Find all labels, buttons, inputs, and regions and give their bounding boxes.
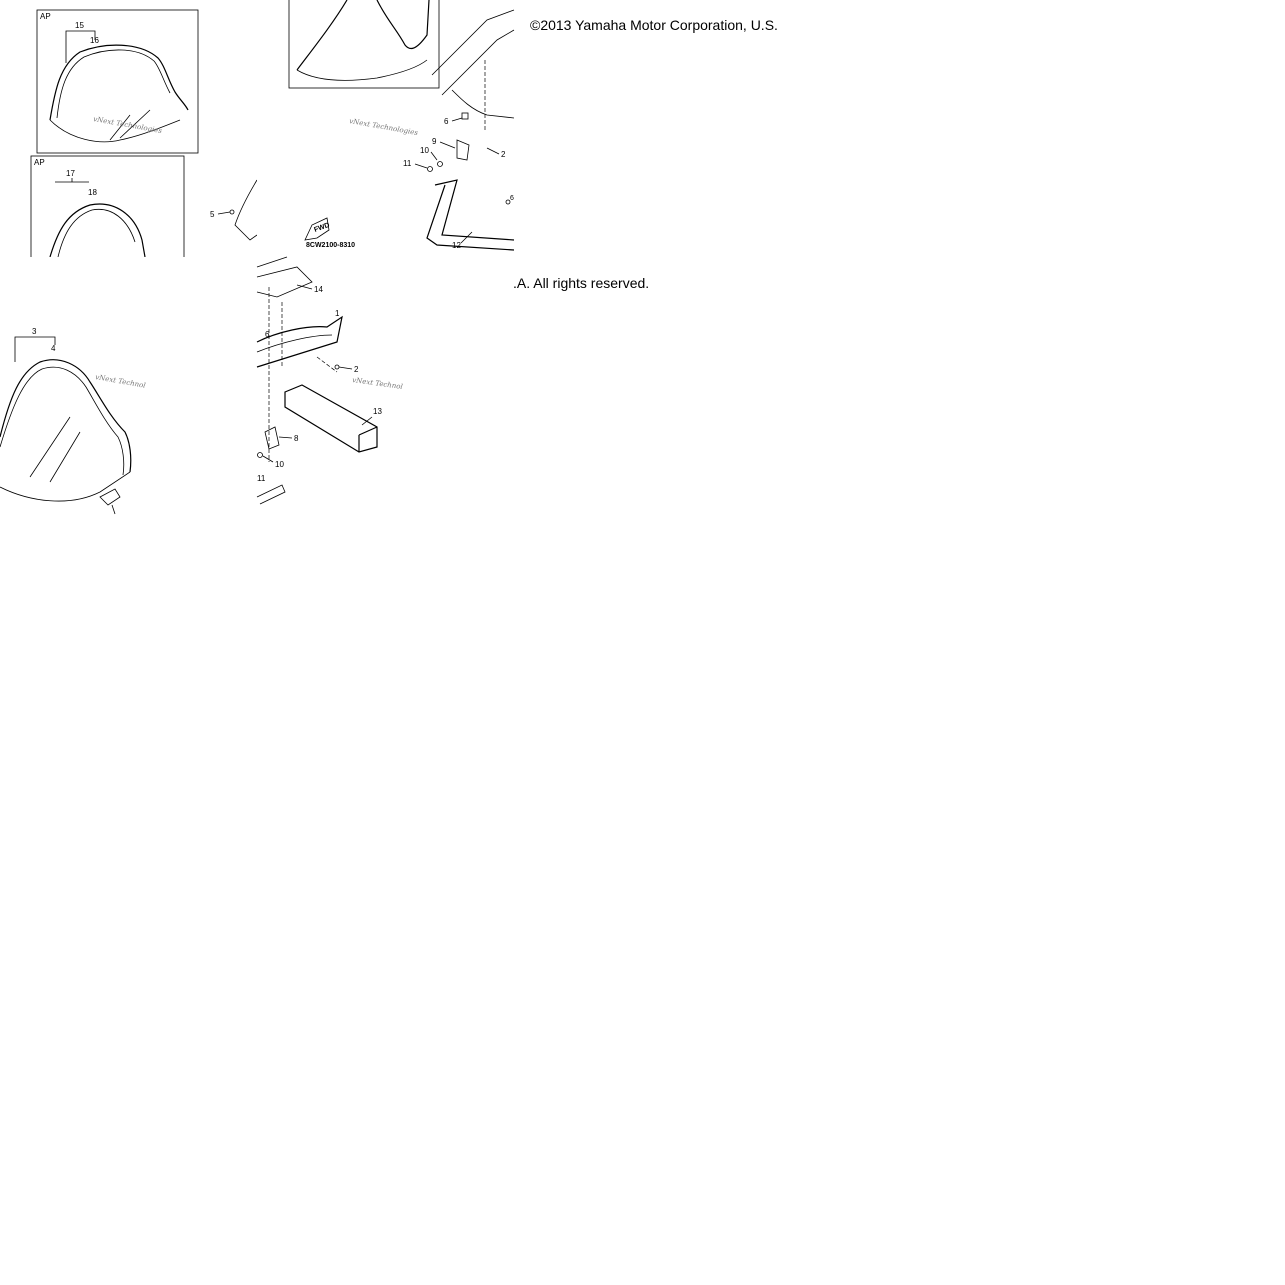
callout-14: 14 <box>314 285 323 294</box>
watermark-a1: vNext Technologies <box>92 115 163 136</box>
ap-box-lower-label: AP <box>34 158 45 167</box>
callout-11b: 11 <box>257 474 266 483</box>
windshield-lower-outline <box>50 204 145 257</box>
callout-2: 2 <box>501 150 506 159</box>
leader-9 <box>440 142 455 148</box>
cowl-edge <box>235 180 257 240</box>
cowl-frame <box>432 10 514 95</box>
frame-main <box>257 317 342 367</box>
callout-2b: 2 <box>354 365 359 374</box>
ap-box-partial <box>289 0 439 88</box>
washer-10 <box>438 162 443 167</box>
windshield-bottom <box>0 472 130 501</box>
bracket-9 <box>457 140 469 160</box>
callout-6b: 6 <box>510 195 514 202</box>
ap-options-drawing <box>0 0 257 257</box>
fwd-label: FWD <box>313 221 331 234</box>
callout-8: 8 <box>294 434 299 443</box>
panel-14 <box>257 257 312 297</box>
bar-12 <box>427 180 514 250</box>
ap-box-upper-label: AP <box>40 12 51 21</box>
diagram-tile-brackets <box>257 0 514 257</box>
windshield-shading <box>30 417 80 482</box>
leader-bottom <box>112 505 115 514</box>
diagram-tile-windshield <box>0 257 257 514</box>
washer-10b <box>258 453 263 458</box>
screw-2 <box>335 365 339 369</box>
cowl-lower <box>452 90 514 118</box>
watermark-d1: vNext Technol <box>351 376 404 392</box>
callout-16: 16 <box>90 36 99 45</box>
nut-11 <box>428 167 433 172</box>
callout-3: 3 <box>32 327 37 336</box>
callout-9: 9 <box>432 137 437 146</box>
windshield-upper-outline <box>50 45 188 120</box>
ap-box-lower <box>31 156 184 266</box>
callout-6: 6 <box>444 117 449 126</box>
callout-10b: 10 <box>275 460 284 469</box>
diagram-tile-frame <box>257 257 514 514</box>
leader-10b <box>263 456 273 462</box>
watermark-b1: vNext Technologies <box>348 117 419 138</box>
bracket-3 <box>15 337 55 362</box>
callout-12: 12 <box>452 241 461 250</box>
callout-10: 10 <box>420 146 429 155</box>
part-6 <box>462 113 468 119</box>
callout-11: 11 <box>403 159 412 168</box>
bracket-17 <box>55 178 89 182</box>
bracket-8 <box>265 427 279 449</box>
windshield-drawing <box>0 257 257 514</box>
leader-2b <box>339 367 352 369</box>
callout-17: 17 <box>66 169 75 178</box>
diagram-tile-ap-options <box>0 0 257 257</box>
callout-15: 15 <box>75 21 84 30</box>
copyright-line-1: ©2013 Yamaha Motor Corporation, U.S. <box>530 17 778 33</box>
callout-4: 4 <box>51 344 56 353</box>
leader-5 <box>218 212 230 214</box>
bar-end <box>257 485 285 504</box>
frame-drawing <box>257 257 514 514</box>
brackets-drawing <box>257 0 514 257</box>
leader-11 <box>415 164 427 168</box>
ap-box-upper <box>37 10 198 153</box>
block-13 <box>285 385 377 452</box>
callout-5: 5 <box>210 210 215 219</box>
bolt-5 <box>230 210 234 214</box>
leader-6 <box>452 118 462 121</box>
windshield-upper-inner <box>57 50 170 118</box>
leader-8 <box>279 437 292 438</box>
diagram-code: 8CW2100-8310 <box>306 242 356 249</box>
copyright-line-2: .A. All rights reserved. <box>513 275 650 291</box>
leader-2 <box>487 148 499 154</box>
callout-6-lower: 6 <box>265 330 270 339</box>
callout-1: 1 <box>335 309 340 318</box>
callout-18: 18 <box>88 188 97 197</box>
assembly-line-right <box>317 357 337 372</box>
callout-13: 13 <box>373 407 382 416</box>
bracket-part <box>100 489 120 505</box>
leader-10 <box>431 152 437 160</box>
windshield-partial-bottom <box>297 60 427 80</box>
windshield-lower-inner <box>58 209 135 257</box>
watermark-c1: vNext Technol <box>94 373 147 390</box>
windshield-partial <box>297 0 429 70</box>
